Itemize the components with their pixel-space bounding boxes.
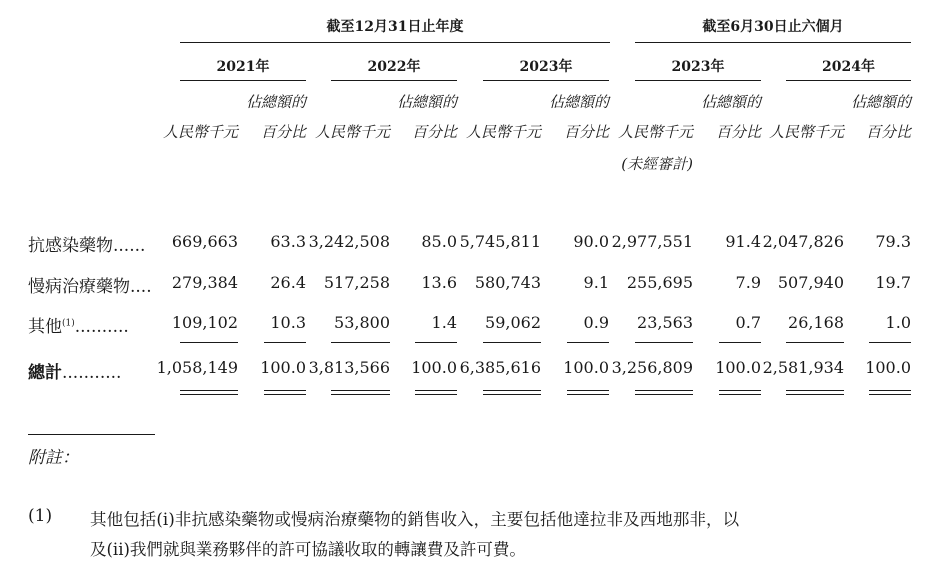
note-line-2: 及(ii)我們就與業務夥伴的許可協議收取的轉讓費及許可費。: [90, 540, 526, 559]
cell-total-pct-2022: 100.0: [411, 358, 457, 377]
subtotal-rule-2: [264, 342, 306, 343]
footnote-marker: (1): [62, 318, 75, 329]
col-header-pct-line2-2021: 百分比: [260, 123, 306, 141]
row-label-text: 抗感染藥物: [28, 236, 113, 256]
group-header-six-months: 截至6月30日止六個月: [702, 19, 844, 35]
cell-anti-infective-amount-2021: 669,663: [171, 232, 238, 251]
cell-anti-infective-pct-2024-h1: 79.3: [875, 232, 911, 251]
subtotal-rule-10: [869, 342, 911, 343]
cell-chronic-disease-pct-2022: 13.6: [421, 273, 457, 292]
row-leader-dots: ....: [130, 277, 152, 297]
col-header-unaudited-note: (未經審計): [621, 155, 693, 173]
cell-others-amount-2023: 59,062: [485, 313, 541, 332]
col-header-pct-line1-2023-h1: 佔總額的: [700, 93, 761, 111]
cell-others-amount-2021: 109,102: [171, 313, 238, 332]
col-header-pct-line2-2023: 百分比: [563, 123, 609, 141]
cell-others-pct-2024-h1: 1.0: [885, 313, 911, 332]
cell-total-amount-2022: 3,813,566: [308, 358, 390, 377]
total-double-rule-6: [567, 390, 609, 395]
year-rule-2024-h1: [786, 80, 911, 81]
col-header-pct-line2-2024-h1: 百分比: [865, 123, 911, 141]
year-header-2023: 2023年: [519, 59, 573, 75]
cell-chronic-disease-amount-2023-h1: 255,695: [626, 273, 693, 292]
year-rule-2021: [180, 80, 306, 81]
total-double-rule-9: [786, 390, 844, 395]
total-double-rule-5: [483, 390, 541, 395]
cell-others-pct-2021: 10.3: [270, 313, 306, 332]
subtotal-rule-8: [719, 342, 761, 343]
cell-chronic-disease-amount-2022: 517,258: [323, 273, 390, 292]
col-header-amount-2023-h1: 人民幣千元: [617, 123, 693, 141]
cell-others-pct-2023: 0.9: [583, 313, 609, 332]
row-label-others: [28, 312, 129, 337]
cell-chronic-disease-amount-2021: 279,384: [171, 273, 238, 292]
notes-title: 附註：: [28, 448, 79, 468]
cell-chronic-disease-amount-2023: 580,743: [474, 273, 541, 292]
cell-anti-infective-amount-2023: 5,745,811: [459, 232, 541, 251]
cell-total-pct-2021: 100.0: [260, 358, 306, 377]
total-double-rule-10: [869, 390, 911, 395]
notes-separator: [28, 434, 155, 435]
cell-anti-infective-amount-2022: 3,242,508: [308, 232, 390, 251]
subtotal-rule-3: [331, 342, 390, 343]
total-label-text: 總計: [28, 363, 62, 383]
cell-anti-infective-pct-2023: 90.0: [573, 232, 609, 251]
cell-anti-infective-pct-2022: 85.0: [421, 232, 457, 251]
cell-others-pct-2023-h1: 0.7: [735, 313, 761, 332]
cell-chronic-disease-pct-2023-h1: 7.9: [735, 273, 761, 292]
cell-others-amount-2022: 53,800: [334, 313, 390, 332]
row-leader-dots: ......: [113, 236, 146, 256]
col-header-pct-line1-2022: 佔總額的: [396, 93, 457, 111]
col-header-pct-line2-2022: 百分比: [411, 123, 457, 141]
col-header-amount-2024-h1: 人民幣千元: [768, 123, 844, 141]
total-double-rule-3: [331, 390, 390, 395]
col-header-amount-2023: 人民幣千元: [465, 123, 541, 141]
cell-anti-infective-pct-2021: 63.3: [270, 232, 306, 251]
row-label-chronic-disease: [28, 272, 152, 297]
subtotal-rule-7: [635, 342, 693, 343]
row-leader-dots: ..........: [74, 317, 129, 337]
subtotal-rule-4: [415, 342, 457, 343]
col-header-pct-line1-2024-h1: 佔總額的: [850, 93, 911, 111]
cell-anti-infective-pct-2023-h1: 91.4: [725, 232, 761, 251]
subtotal-rule-5: [483, 342, 541, 343]
cell-total-amount-2021: 1,058,149: [156, 358, 238, 377]
row-label-anti-infective: [28, 231, 145, 256]
group-header-rule-fiscal: [180, 42, 610, 43]
year-rule-2022: [331, 80, 457, 81]
cell-chronic-disease-pct-2024-h1: 19.7: [875, 273, 911, 292]
cell-total-amount-2023: 6,385,616: [459, 358, 541, 377]
cell-anti-infective-amount-2024-h1: 2,047,826: [762, 232, 844, 251]
cell-total-amount-2024-h1: 2,581,934: [762, 358, 844, 377]
subtotal-rule-6: [567, 342, 609, 343]
note-marker: (1): [28, 506, 53, 526]
cell-chronic-disease-pct-2021: 26.4: [270, 273, 306, 292]
total-double-rule-7: [635, 390, 693, 395]
col-header-amount-2022: 人民幣千元: [314, 123, 390, 141]
cell-others-amount-2024-h1: 26,168: [788, 313, 844, 332]
cell-total-amount-2023-h1: 3,256,809: [611, 358, 693, 377]
year-header-2021: 2021年: [216, 59, 270, 75]
cell-others-amount-2023-h1: 23,563: [637, 313, 693, 332]
group-header-fiscal-years: 截至12月31日止年度: [326, 19, 464, 35]
cell-total-pct-2023-h1: 100.0: [715, 358, 761, 377]
year-header-2024-h1: 2024年: [822, 59, 875, 75]
total-double-rule-1: [180, 390, 238, 395]
total-double-rule-4: [415, 390, 457, 395]
subtotal-rule-9: [786, 342, 844, 343]
col-header-amount-2021: 人民幣千元: [162, 123, 238, 141]
col-header-pct-line1-2023: 佔總額的: [548, 93, 609, 111]
row-label-text: 慢病治療藥物: [28, 277, 130, 297]
col-header-pct-line2-2023-h1: 百分比: [715, 123, 761, 141]
year-header-2022: 2022年: [367, 59, 421, 75]
col-header-pct-line1-2021: 佔總額的: [245, 93, 306, 111]
cell-chronic-disease-amount-2024-h1: 507,940: [777, 273, 844, 292]
cell-total-pct-2023: 100.0: [563, 358, 609, 377]
cell-total-pct-2024-h1: 100.0: [865, 358, 911, 377]
cell-anti-infective-amount-2023-h1: 2,977,551: [611, 232, 693, 251]
subtotal-rule-1: [180, 342, 238, 343]
note-line-1: 其他包括(i)非抗感染藥物或慢病治療藥物的銷售收入，主要包括他達拉非及西地那非，以: [90, 510, 740, 529]
cell-chronic-disease-pct-2023: 9.1: [583, 273, 609, 292]
total-leader-dots: ...........: [62, 363, 122, 383]
total-double-rule-8: [719, 390, 761, 395]
year-header-2023-h1: 2023年: [671, 59, 725, 75]
year-rule-2023: [483, 80, 609, 81]
group-header-rule-six-months: [635, 42, 911, 43]
total-double-rule-2: [264, 390, 306, 395]
cell-others-pct-2022: 1.4: [431, 313, 457, 332]
year-rule-2023-h1: [635, 80, 761, 81]
row-label-total: [28, 358, 121, 383]
row-label-text: 其他: [28, 317, 62, 337]
